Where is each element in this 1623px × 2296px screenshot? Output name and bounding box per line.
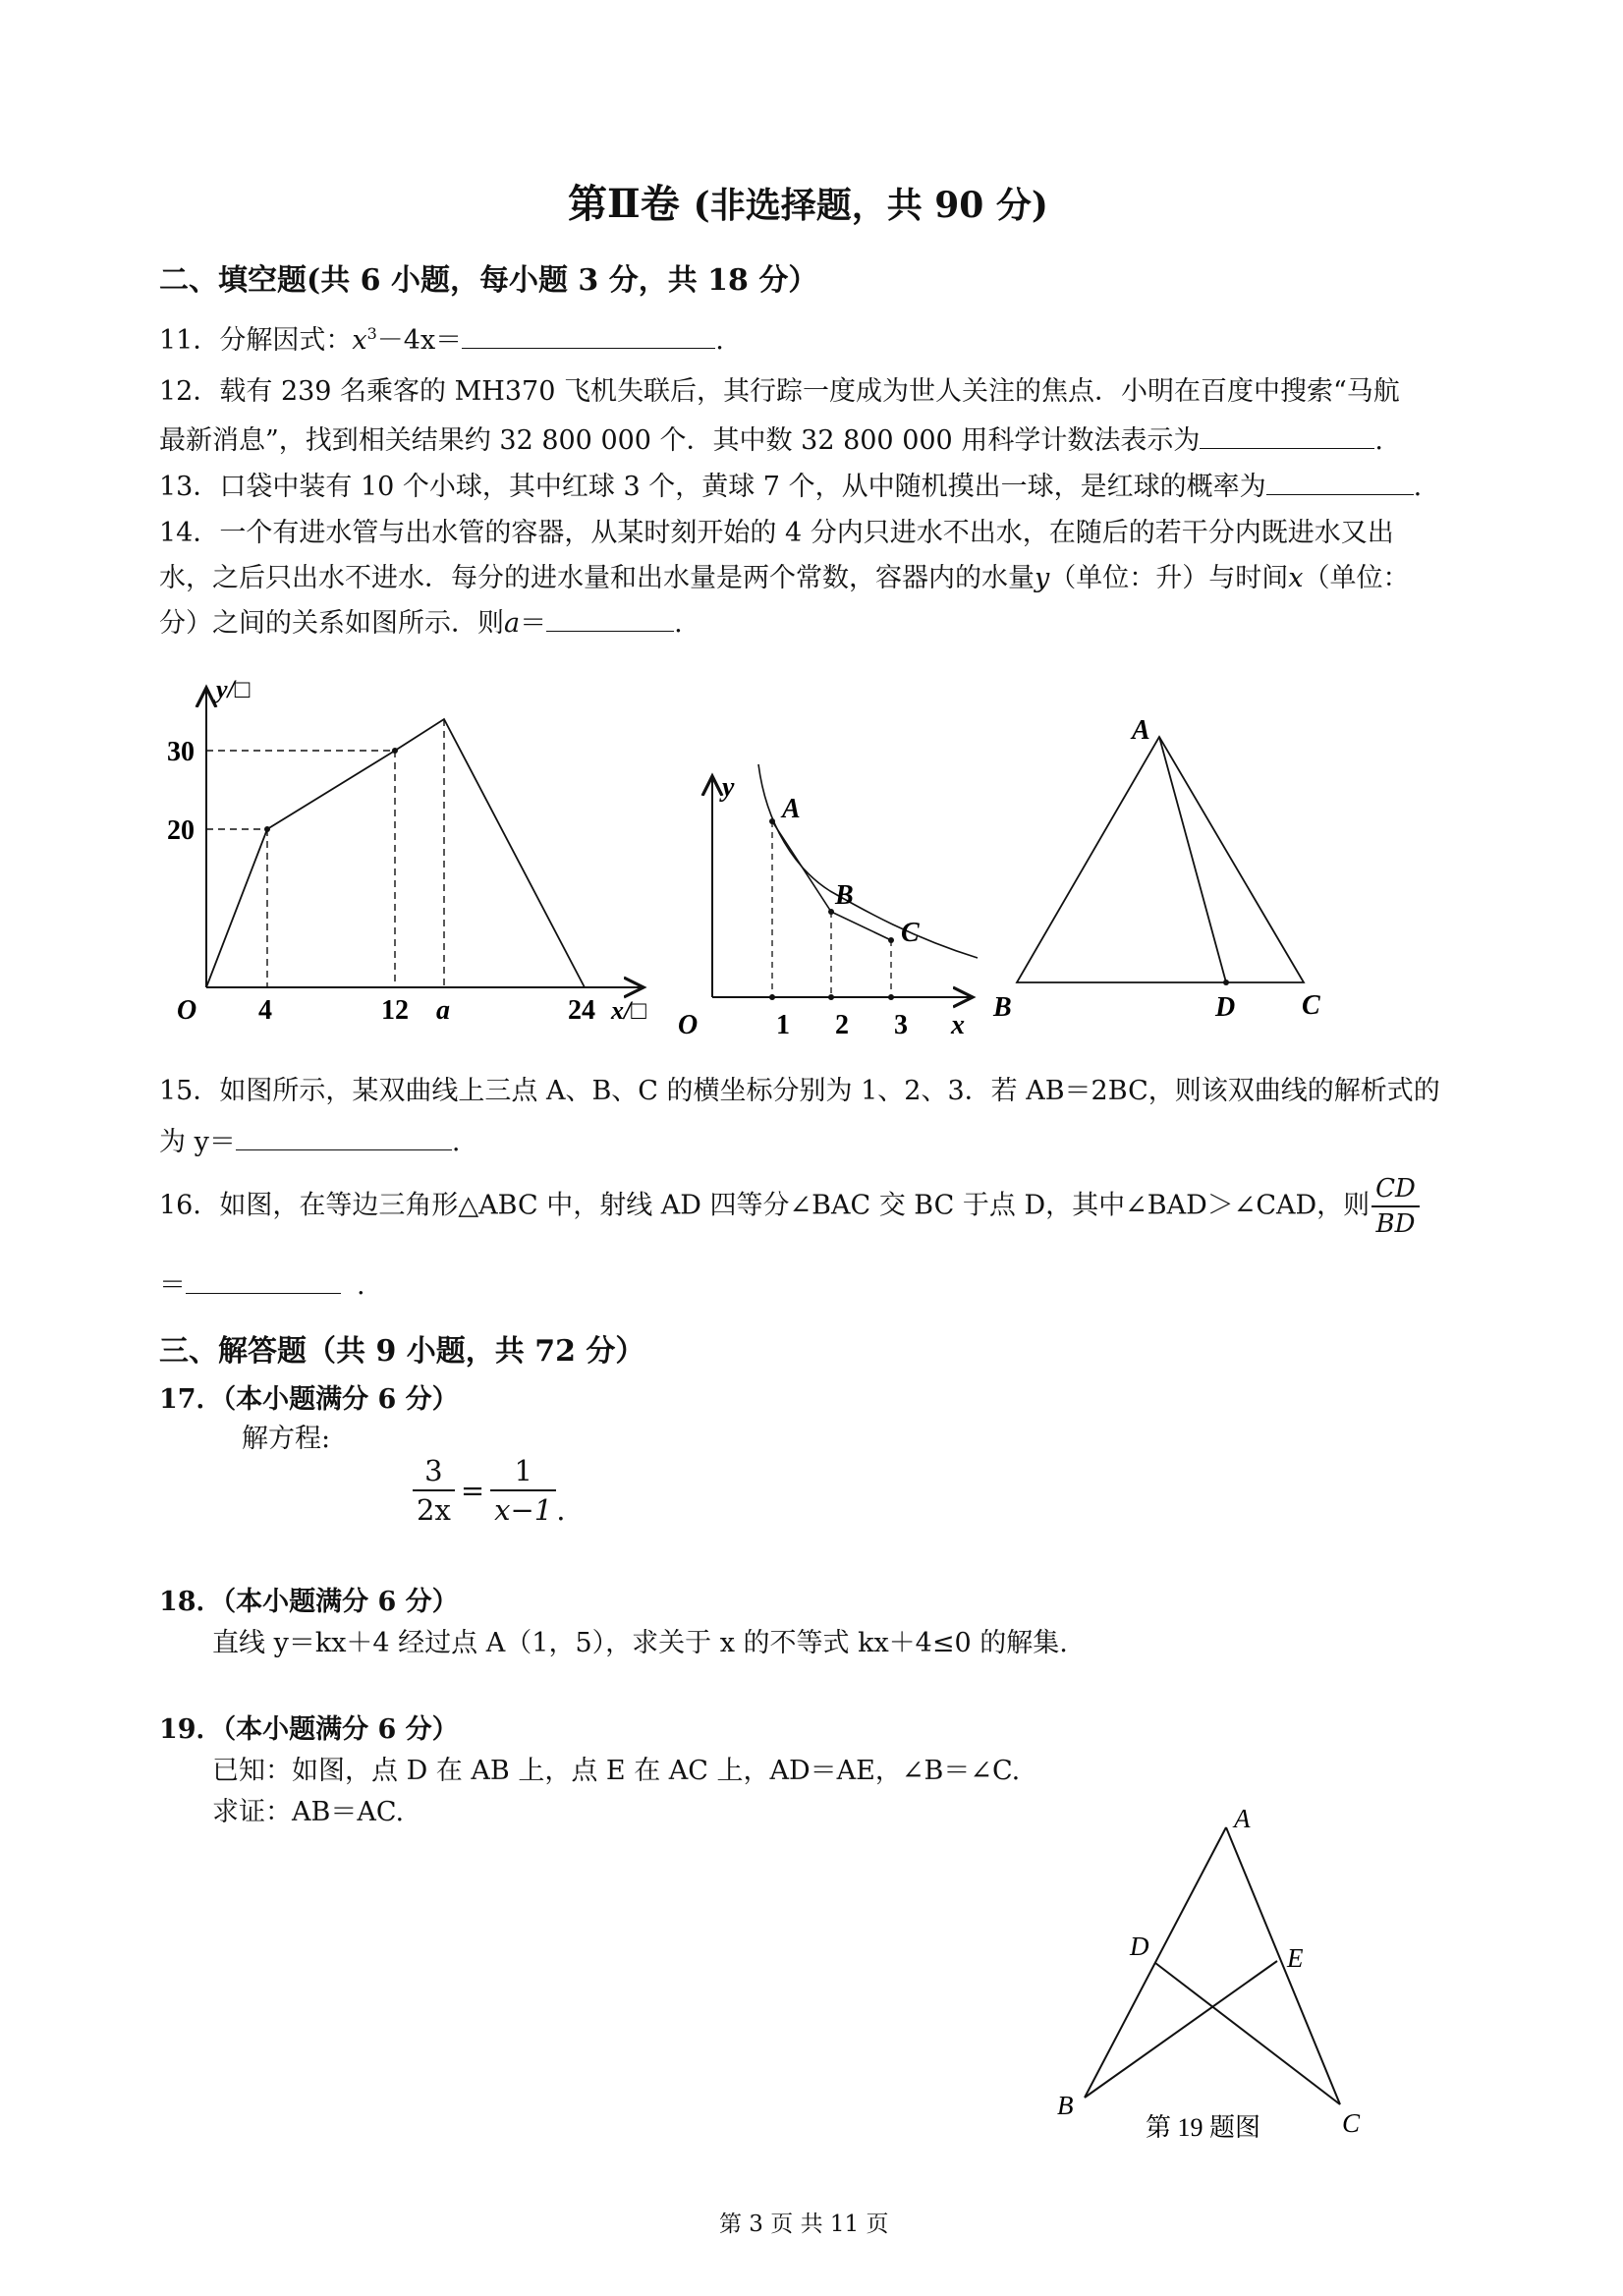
g15-label-C: C [901,918,920,948]
q11-expr-exp: 3 [366,324,377,343]
f19-label-A: A [1234,1804,1251,1833]
figure-19 [1041,1798,1395,2161]
f19-label-E: E [1287,1943,1304,1973]
g15-tick-1 [769,994,775,1000]
q18-label: （本小题满分 6 分） [222,1587,459,1617]
q17-lhs-num: 3 [413,1454,455,1491]
question-11 [159,318,724,357]
g15-chord [772,821,891,940]
g15-point-A [769,818,775,824]
g14-y-label: y/□ [216,675,251,703]
g14-x-tick-24: 24 [568,995,595,1026]
g14-point-20 [264,826,270,832]
question-16-line2 [159,1263,365,1302]
q14-line2a: 水，之后只出水不进水．每分的进水量和出水量是两个常数，容器内的水量 [159,563,1035,593]
q11-expr-x: x [352,325,367,356]
q17-rhs-fraction [490,1454,556,1527]
q12-line1: 载有 239 名乘客的 MH370 飞机失联后，其行踪一度成为世人关注的焦点．小明在百度中搜索“马航 [219,376,1400,407]
q16-frac-den: BD [1375,1209,1416,1239]
q16-line2: ＝ [159,1270,186,1301]
q17-equals: = [460,1474,485,1507]
title-sub: (非选择题，共 90 分) [693,185,1048,226]
g14-curve [206,719,585,987]
q11-number: 11． [159,325,220,356]
q17-lhs-den-text: 2x [417,1493,451,1527]
q17-lhs-den [413,1491,455,1527]
q17-rhs-den: x−1 [494,1493,553,1527]
q16-line1: 如图，在等边三角形△ABC 中，射线 AD 四等分∠BAC 交 BC 于点 D，其中∠BAD＞∠CAD，则 [219,1190,1371,1221]
question-19-header [159,1708,459,1746]
q16-answer-blank[interactable] [186,1269,341,1294]
section2-heading: 二、填空题(共 6 小题，每小题 3 分，共 18 分） [159,263,818,298]
g15-x-tick-2: 2 [835,1010,849,1040]
q15-answer-blank[interactable] [236,1126,452,1150]
question-18-header [159,1580,459,1618]
g15-label-A: A [782,794,801,824]
q14-line2c: （单位： [1303,563,1410,593]
g15-tick-2 [828,994,834,1000]
q12-number: 12． [159,376,220,407]
q17-instruction: 解方程: [242,1424,331,1454]
f19-segment-DC [1155,1963,1340,2104]
t16-label-C: C [1302,990,1320,1021]
g15-point-C [888,937,894,943]
g14-y-tick-20: 20 [167,815,195,846]
q11-text: 分解因式： [219,325,353,356]
q13-end: . [1413,472,1423,502]
question-16-line1 [159,1174,1420,1239]
question-14-line3 [159,601,683,640]
g14-x-tick-a: a [436,995,450,1026]
g15-y-label: y [722,772,735,803]
g15-label-B: B [835,880,854,911]
q14-end: . [674,608,683,639]
q14-line1: 一个有进水管与出水管的容器，从某时刻开始的 4 分内只进水不出水，在随后的若干分内既进水又出 [219,518,1394,548]
section3-heading: 三、解答题（共 9 小题，共 72 分） [159,1334,645,1369]
f19-label-B: B [1057,2091,1074,2120]
g15-point-B [828,909,834,915]
q14-line3b: ＝ [520,608,547,639]
g15-x-tick-3: 3 [894,1010,908,1040]
title-main: 第Ⅱ卷 [568,181,680,227]
q12-line2: 最新消息”，找到相关结果约 32 800 000 个．其中数 32 800 000 用科学计数法表示为 [159,425,1201,456]
question-15-line2 [159,1120,460,1158]
f19-side-AB [1085,1827,1226,2098]
q13-answer-blank[interactable] [1266,471,1414,495]
q16-frac-num: CD [1371,1174,1420,1207]
q16-end: . [357,1270,365,1301]
q16-number: 16． [159,1190,220,1221]
q14-var-a: a [504,608,521,639]
question-14-line2 [159,556,1410,594]
g15-origin: O [678,1010,699,1040]
q15-line1: 如图所示，某双曲线上三点 A、B、C 的横坐标分别为 1、2、3．若 AB＝2BC，则该双曲线的解析式的 [219,1076,1440,1106]
q14-line3a: 分）之间的关系如图所示．则 [159,608,504,639]
q17-label: （本小题满分 6 分） [222,1384,459,1415]
q15-end: . [451,1127,461,1157]
figure-16-triangle [987,707,1341,1022]
t16-label-A: A [1132,715,1150,746]
q13-text: 口袋中装有 10 个小球，其中红球 3 个，黄球 7 个，从中随机摸出一球，是红球的概率为 [219,472,1266,502]
g15-x-label: x [951,1010,965,1040]
q12-answer-blank[interactable] [1200,424,1374,449]
q19-line2: 求证：AB＝AC. [212,1797,405,1827]
g14-y-tick-30: 30 [167,737,195,767]
question-14-line1 [159,511,1394,549]
q17-lhs-fraction [413,1454,455,1527]
f19-caption: 第 19 题图 [1146,2113,1261,2142]
q11-expr-rest: －4x＝ [376,325,463,356]
question-12-line1 [159,369,1400,408]
q14-var-x: x [1288,563,1304,593]
q17-number: 17． [159,1384,223,1415]
figure-14-graph [157,668,668,1041]
q11-end: . [715,325,724,356]
g14-point-30 [392,748,398,754]
g14-x-label: x/□ [611,996,646,1025]
t16-label-D: D [1215,992,1236,1022]
q13-number: 13． [159,472,220,502]
q14-answer-blank[interactable] [546,607,674,632]
q14-var-y: y [1035,563,1050,593]
q14-line2b: （单位：升）与时间 [1049,563,1289,593]
f19-label-C: C [1342,2108,1361,2138]
g15-tick-3 [888,994,894,1000]
t16-label-B: B [993,992,1012,1022]
g14-origin: O [177,995,197,1026]
q15-number: 15． [159,1076,220,1106]
q12-end: . [1374,425,1383,456]
g15-x-tick-1: 1 [776,1010,790,1040]
q19-line1: 已知：如图，点 D 在 AB 上，点 E 在 AC 上，AD＝AE，∠B＝∠C. [212,1756,1021,1786]
q18-text: 直线 y＝kx＋4 经过点 A（1，5），求关于 x 的不等式 kx＋4≤0 的解集. [212,1628,1068,1658]
q15-line2: 为 y＝ [159,1127,236,1157]
page-footer: 第 3 页 共 11 页 [719,2212,889,2237]
f19-label-D: D [1130,1932,1149,1961]
f19-side-AC [1226,1827,1340,2104]
question-17-header [159,1377,459,1416]
q17-rhs-num: 1 [490,1454,556,1491]
q18-number: 18． [159,1587,223,1617]
q11-answer-blank[interactable] [462,324,715,349]
t16-point-D [1223,980,1229,985]
q19-label: （本小题满分 6 分） [222,1714,459,1745]
question-13 [159,465,1422,503]
q17-end: . [556,1493,566,1527]
q16-fraction [1371,1174,1420,1239]
page-title [568,173,1048,229]
g14-x-tick-4: 4 [258,995,272,1026]
q17-equation [413,1454,565,1527]
figure-15-hyperbola [668,756,992,1051]
g14-x-tick-12: 12 [381,995,409,1026]
question-12-line2 [159,419,1383,457]
t16-ray-AD [1159,737,1226,982]
question-15-line1 [159,1069,1440,1107]
q14-number: 14． [159,518,220,548]
t16-triangle-ABC [1017,737,1304,982]
q19-number: 19． [159,1714,223,1745]
